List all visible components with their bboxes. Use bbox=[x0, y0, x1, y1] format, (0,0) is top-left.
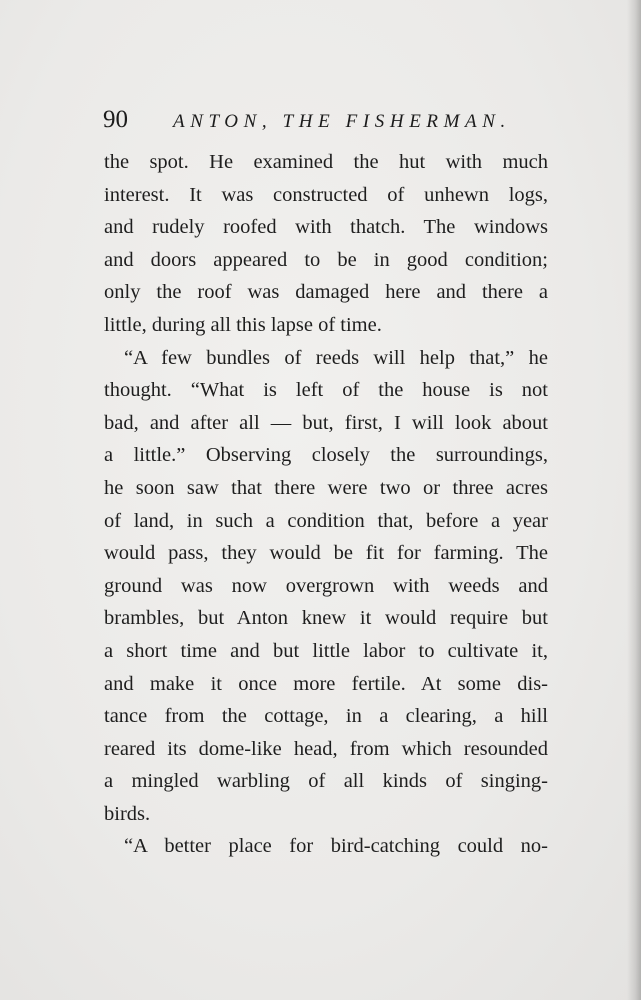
text-line: birds. bbox=[104, 802, 151, 825]
text-line: a mingled warbling of all kinds of singing- bbox=[104, 770, 548, 793]
text-line: “A few bundles of reeds will help that,” he bbox=[124, 346, 548, 369]
text-line: a little.” Observing closely the surroundings, bbox=[104, 444, 548, 467]
text-line: brambles, but Anton knew it would require but bbox=[104, 607, 548, 630]
text-line: and doors appeared to be in good condition; bbox=[104, 248, 548, 271]
page-header bbox=[103, 103, 543, 137]
body-text bbox=[104, 146, 548, 863]
text-line: thought. “What is left of the house is not bbox=[104, 379, 548, 402]
text-line: “A better place for bird-catching could no- bbox=[124, 835, 548, 858]
text-line: of land, in such a condition that, before a year bbox=[104, 509, 548, 532]
text-line: interest. It was constructed of unhewn logs, bbox=[104, 183, 548, 206]
text-line: ground was now overgrown with weeds and bbox=[104, 574, 548, 597]
text-line: and make it once more fertile. At some dis- bbox=[104, 672, 548, 695]
text-line: little, during all this lapse of time. bbox=[104, 313, 382, 336]
running-title: ANTON, THE FISHERMAN. bbox=[173, 111, 511, 132]
page-edge-shadow bbox=[627, 0, 641, 1000]
page-number: 90 bbox=[103, 106, 128, 133]
text-line: bad, and after all — but, first, I will look about bbox=[104, 411, 548, 434]
text-line: reared its dome-like head, from which resounded bbox=[104, 737, 548, 760]
text-line: tance from the cottage, in a clearing, a hill bbox=[104, 705, 548, 728]
text-line: he soon saw that there were two or three acres bbox=[104, 476, 548, 499]
text-line: would pass, they would be fit for farming. The bbox=[104, 542, 548, 565]
text-line: a short time and but little labor to cultivate it, bbox=[104, 639, 548, 662]
text-line: and rudely roofed with thatch. The windows bbox=[104, 216, 548, 239]
text-line: the spot. He examined the hut with much bbox=[104, 151, 548, 173]
text-line: only the roof was damaged here and there a bbox=[104, 281, 548, 304]
